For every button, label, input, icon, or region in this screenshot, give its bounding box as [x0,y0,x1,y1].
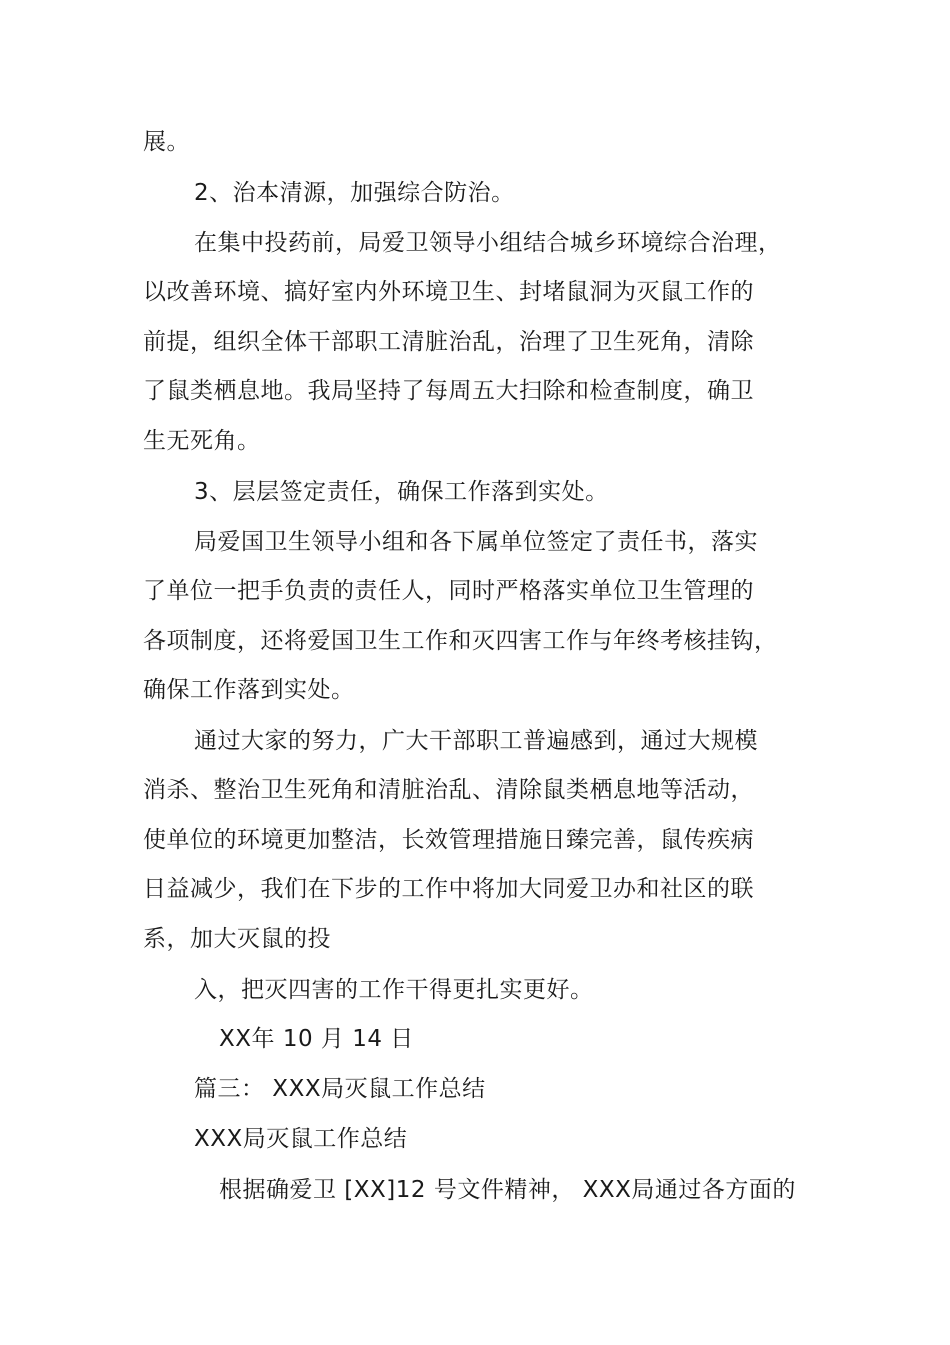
text-line: 了鼠类栖息地。我局坚持了每周五大扫除和检查制度，确卫 [143,378,754,404]
text-line: 日益减少，我们在下步的工作中将加大同爱卫办和社区的联 [143,876,754,902]
document-title: XXX局灭鼠工作总结 [194,1126,408,1152]
text-line: 确保工作落到实处。 [143,677,355,703]
text-line: 生无死角。 [143,428,261,454]
text-line: 使单位的环境更加整洁，长效管理措施日臻完善，鼠传疾病 [143,827,754,853]
text-line: 局爱国卫生领导小组和各下属单位签定了责任书，落实 [194,529,758,555]
date-line: XX年 10 月 14 日 [219,1026,414,1052]
text-line: 以改善环境、搞好室内外环境卫生、封堵鼠洞为灭鼠工作的 [143,279,754,305]
text-line: 通过大家的努力，广大干部职工普遍感到，通过大规模 [194,728,758,754]
text-line: 各项制度，还将爱国卫生工作和灭四害工作与年终考核挂钩， [143,628,778,654]
text-line: 入，把灭四害的工作干得更扎实更好。 [194,977,594,1003]
text-line: 系，加大灭鼠的投 [143,926,331,952]
text-line: 前提，组织全体干部职工清脏治乱，治理了卫生死角，清除 [143,329,754,355]
section-heading: 2、治本清源，加强综合防治。 [194,180,515,206]
text-line: 展。 [143,129,190,155]
section-heading: 3、层层签定责任，确保工作落到实处。 [194,479,609,505]
chapter-heading: 篇三： XXX局灭鼠工作总结 [194,1076,486,1102]
text-line: 根据确爱卫 [XX]12 号文件精神， XXX局通过各方面的 [219,1177,796,1203]
text-line: 在集中投药前，局爱卫领导小组结合城乡环境综合治理， [194,230,782,256]
text-line: 了单位一把手负责的责任人，同时严格落实单位卫生管理的 [143,578,754,604]
text-line: 消杀、整治卫生死角和清脏治乱、清除鼠类栖息地等活动， [143,777,754,803]
